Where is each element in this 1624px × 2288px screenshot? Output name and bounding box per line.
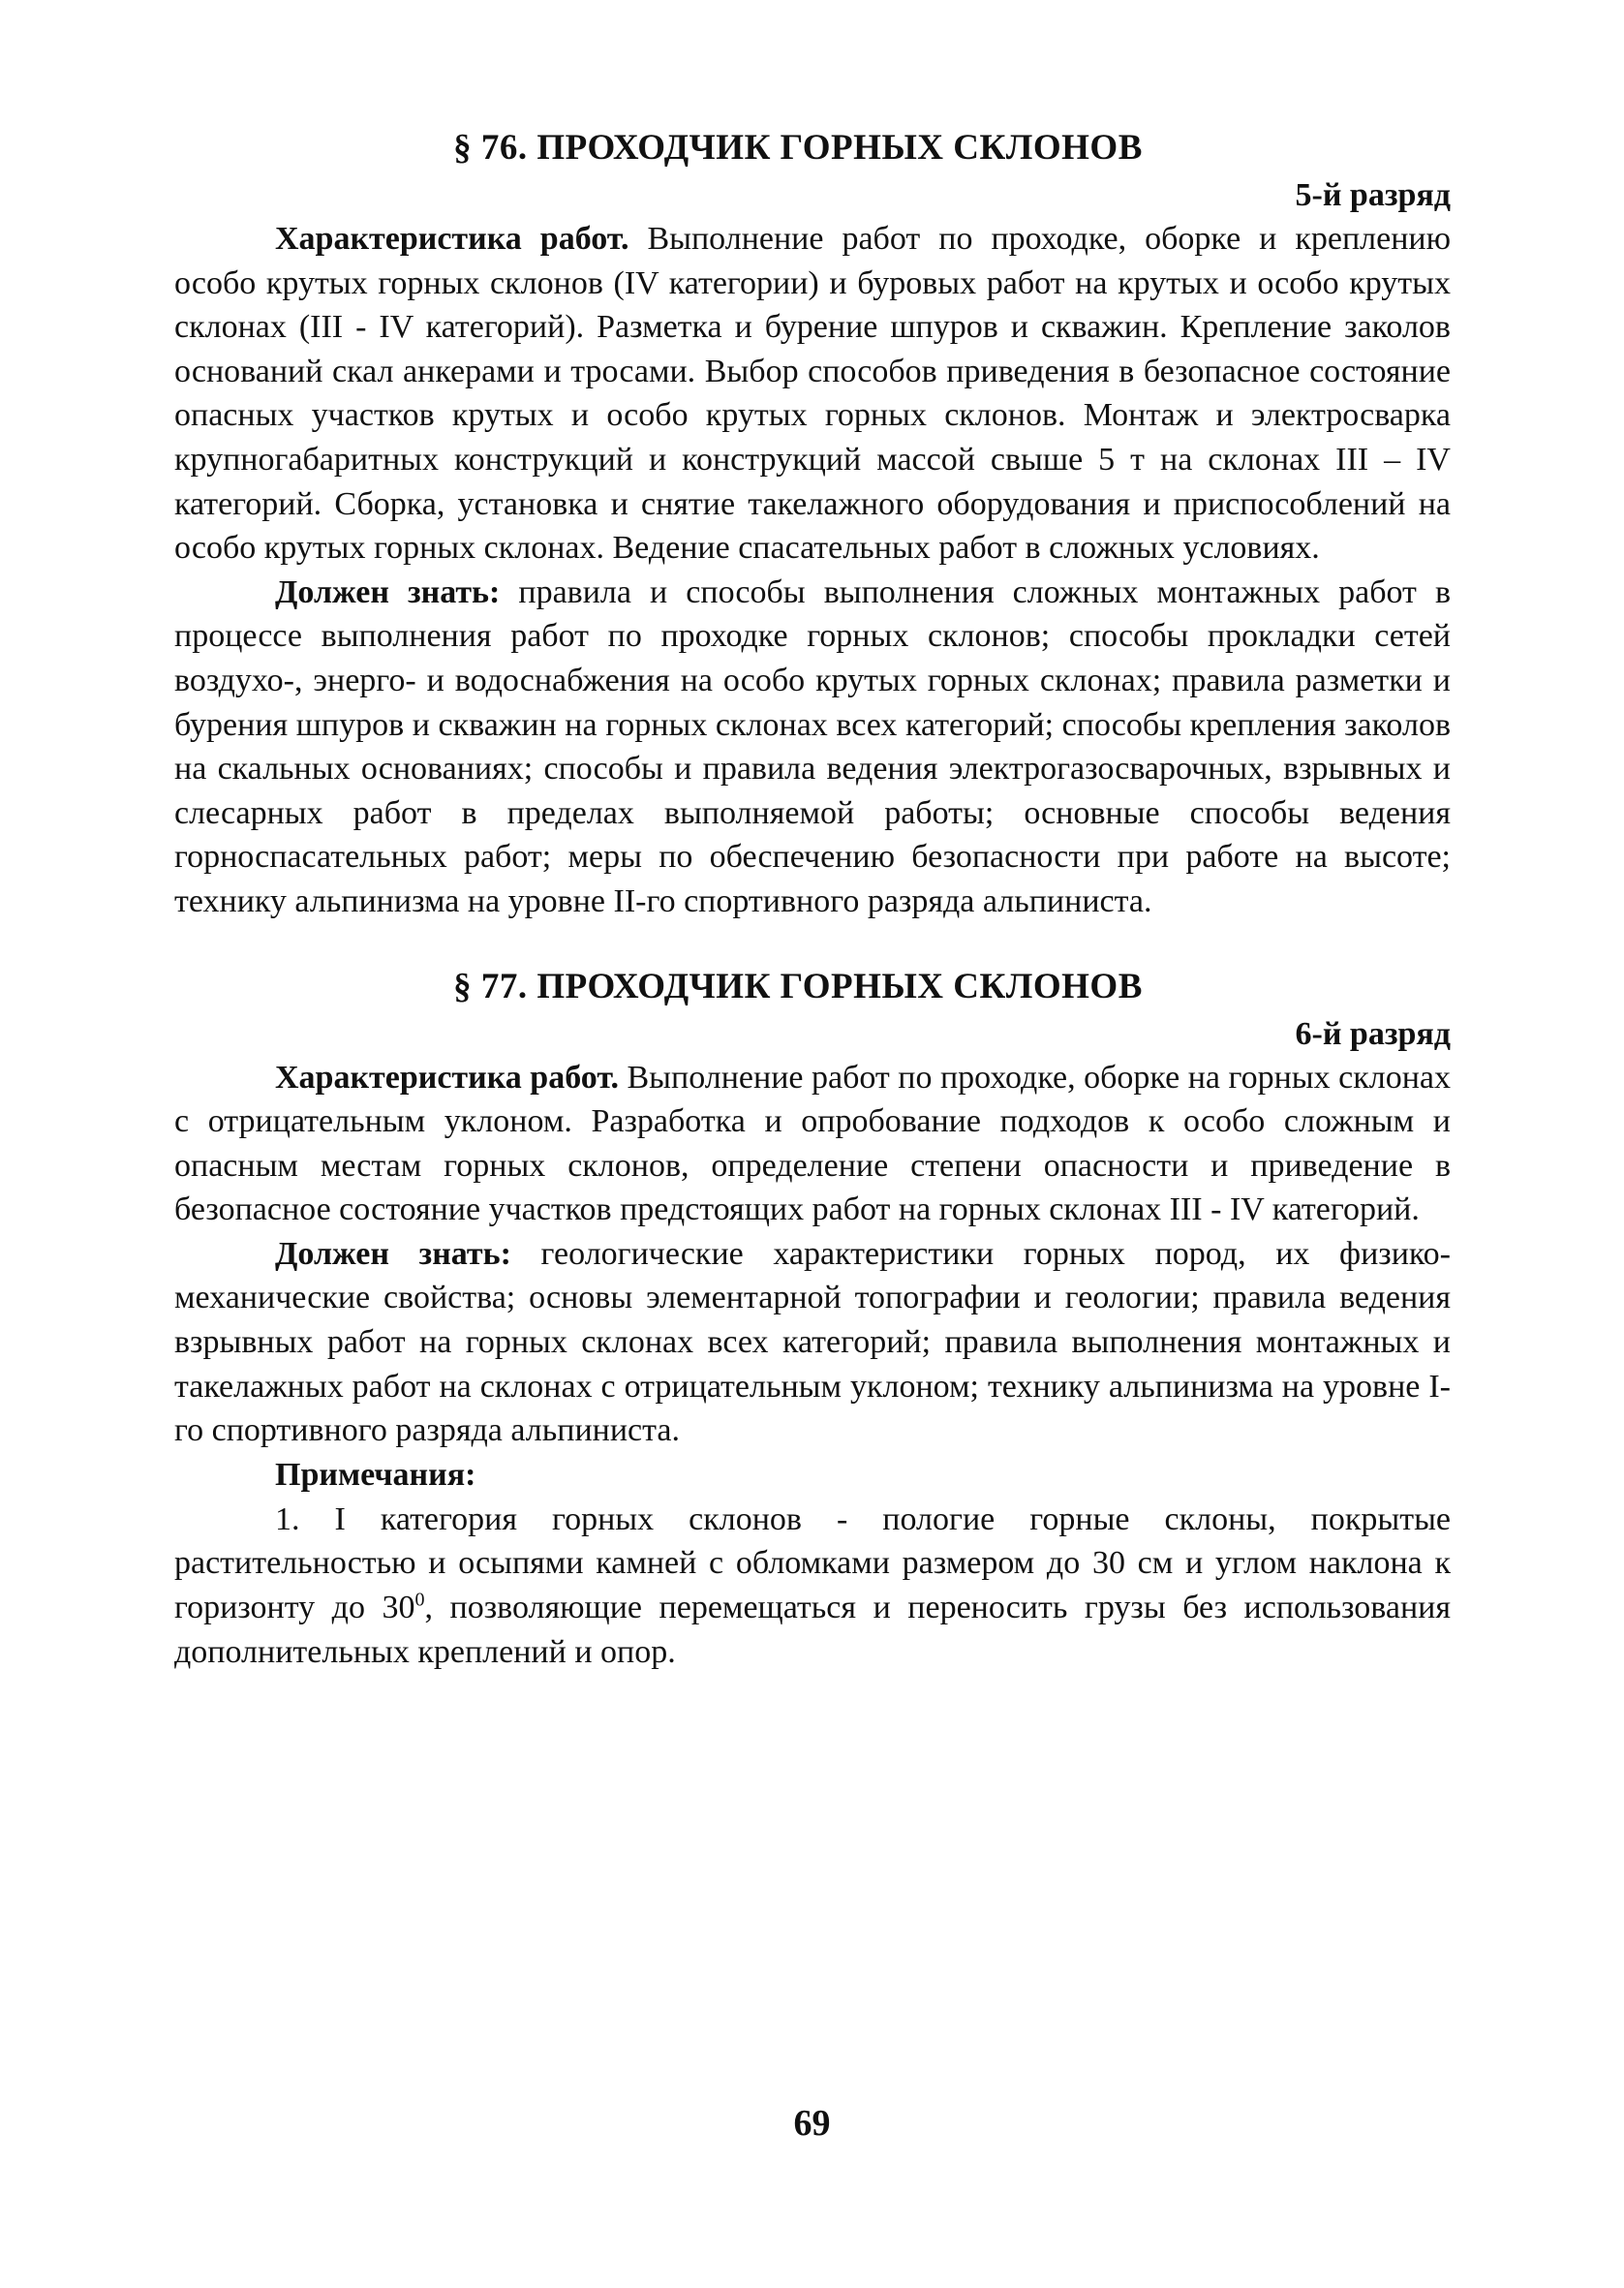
must-know-text: правила и способы выполнения сложных монтажных работ в процессе выполнения работ по проходке горных склонов; способы прокладки сетей воздухо-, энерго- и водоснабжения на особо крутых горных склонах; правила разметки и бурения шпуров и скважин на горных склонах всех категорий; способы крепления заколов на скальных основаниях; способы и правила ведения электрогазосварочных, взрывных и слесарных работ в пределах выполняемой работы; основные способы ведения горноспасательных работ; меры по обеспечению безопасности при работе на высоте; технику альпинизма на уровне II-го спортивного разряда альпиниста. <box>174 573 1452 919</box>
degree-superscript: 0 <box>414 1589 425 1611</box>
note-1-text-b: , позволяющие перемещаться и переносить грузы без использования дополнительных креплений и опор. <box>174 1590 1451 1670</box>
section-76-must-know <box>174 571 1451 924</box>
section-77-characteristics <box>174 1056 1451 1232</box>
notes-heading: Примечания: <box>275 1456 476 1493</box>
characteristics-label: Характеристика работ. <box>275 221 629 257</box>
section-76-grade: 5-й разряд <box>1295 177 1451 213</box>
page-number: 69 <box>793 2103 831 2144</box>
characteristics-text: Выполнение работ по проходке, оборке и креплению особо крутых горных склонов (IV категории) и буровых работ на крутых и особо крутых склонах (III - IV категорий). Разметка и бурение шпуров и скважин. Крепление заколов оснований скал анкерами и тросами. Выбор способов приведения в безопасное состояние опасных участков крутых и особо крутых горных склонов. Монтаж и электросварка крупногабаритных конструкций и конструкций массой свыше 5 т на склонах III – IV категорий. Сборка, установка и снятие такелажного оборудования и приспособлений на особо крутых горных склонах. Ведение спасательных работ в сложных условиях. <box>174 221 1451 567</box>
must-know-label: Должен знать: <box>275 573 501 610</box>
section-77-grade: 6-й разряд <box>1295 1015 1451 1052</box>
page-content <box>174 126 1451 1674</box>
characteristics-text: Выполнение работ по проходке, оборке на горных склонах с отрицательным уклоном. Разработка и опробование подходов к особо сложным и опасным местам горных склонов, определение степени опасности и приведение в безопасное состояние участков предстоящих работ на горных склонах III - IV категорий. <box>174 1059 1451 1228</box>
note-1 <box>174 1498 1451 1674</box>
section-76-title: § 76. ПРОХОДЧИК ГОРНЫХ СКЛОНОВ <box>453 128 1143 168</box>
characteristics-label: Характеристика работ. <box>275 1059 619 1096</box>
section-77-title: § 77. ПРОХОДЧИК ГОРНЫХ СКЛОНОВ <box>453 966 1143 1006</box>
note-1-text-a: 1. I категория горных склонов - пологие горные склоны, покрытые растительностью и осыпями камней с обломками размером до 30 см и углом наклона к горизонту до 30 <box>174 1500 1451 1626</box>
must-know-text: геологические характеристики горных пород, их физико-механические свойства; основы элементарной топографии и геологии; правила ведения взрывных работ на горных склонах всех категорий; правила выполнения монтажных и такелажных работ на склонах с отрицательным уклоном; технику альпинизма на уровне I-го спортивного разряда альпиниста. <box>174 1235 1451 1449</box>
section-77-must-know <box>174 1232 1451 1453</box>
must-know-label: Должен знать: <box>275 1235 511 1272</box>
section-76-characteristics <box>174 217 1451 571</box>
